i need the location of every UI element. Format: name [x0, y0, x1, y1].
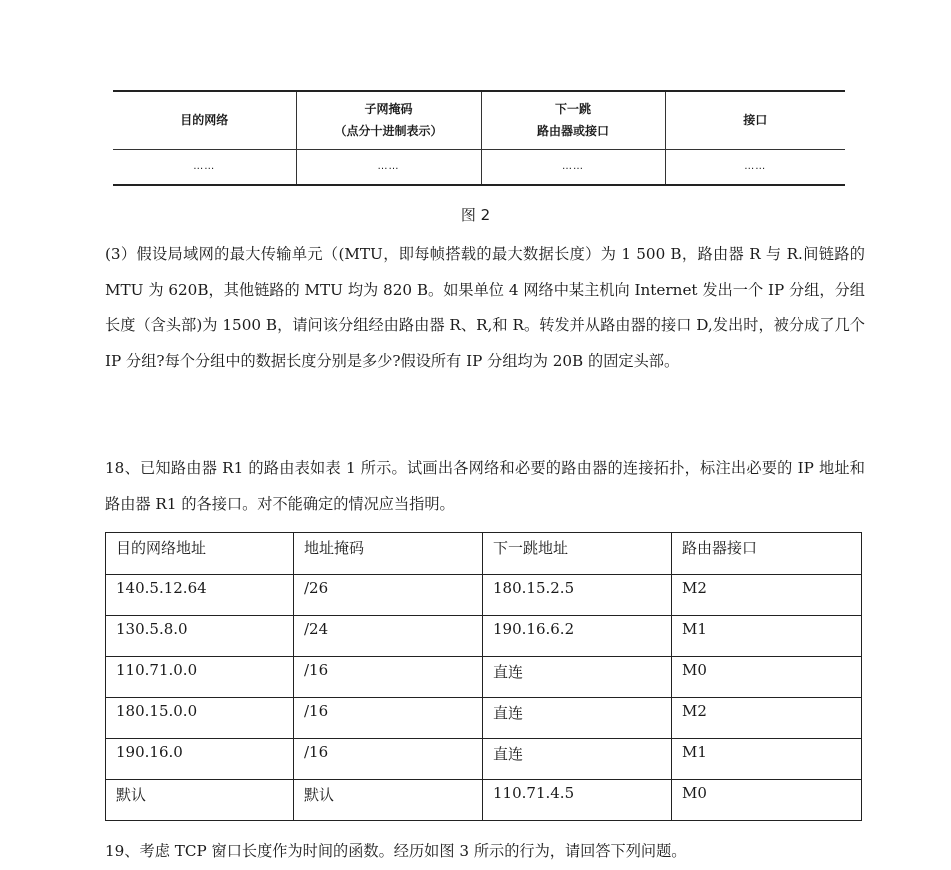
- table1-cell: /16: [294, 657, 483, 698]
- table1-cell: 110.71.4.5: [483, 780, 672, 821]
- table1-cell: 默认: [106, 780, 294, 821]
- table1-cell: M1: [672, 739, 862, 780]
- fig2-header-subnet-mask: 子网掩码 （点分十进制表示）: [296, 92, 481, 149]
- routing-table-1: [105, 532, 862, 821]
- table1-cell: /26: [294, 575, 483, 616]
- table-row: [106, 780, 862, 821]
- table1-cell: 180.15.0.0: [106, 698, 294, 739]
- table1-cell: /16: [294, 739, 483, 780]
- question-19-text: 19、考虑 TCP 窗口长度作为时间的函数。经历如图 3 所示的行为，请回答下列问题。: [105, 842, 687, 860]
- table1-header: 地址掩码: [294, 533, 483, 575]
- table-row: [106, 739, 862, 780]
- figure-2-caption: 图 2: [460, 206, 491, 224]
- table1-cell: /16: [294, 698, 483, 739]
- table1-header: 路由器接口: [672, 533, 862, 575]
- table1-cell: 默认: [294, 780, 483, 821]
- question-3-text: (3）假设局域网的最大传输单元（(MTU，即每帧搭载的最大数据长度）为 1 500 B，路由器 R 与 R.间链路的 MTU 为 620B，其他链路的 MTU 均为 820 B。如果单位 4 网络中某主机向 Internet 发出一个 IP 分组，分组长度（含头部)为 1500 B，请问该分组经由路由器 R、R,和 R。转发并从路由器的接口 D,发出时，被分成了几个 IP 分组?每个分组中的数据长度分别是多少?假设所有 IP 分组均为 20B 的固定头部。: [105, 245, 865, 370]
- table1-cell: M0: [672, 657, 862, 698]
- table1-cell: M0: [672, 780, 862, 821]
- fig2-cell: ……: [296, 149, 481, 184]
- table1-cell: M1: [672, 616, 862, 657]
- table-row: [106, 575, 862, 616]
- fig2-header-next-hop: 下一跳 路由器或接口: [481, 92, 665, 149]
- figure-2-table: [113, 90, 845, 186]
- table1-cell: 直连: [483, 657, 672, 698]
- fig2-header-destination: 目的网络: [113, 92, 296, 149]
- table1-cell: 140.5.12.64: [106, 575, 294, 616]
- question-18-text: 18、已知路由器 R1 的路由表如表 1 所示。试画出各网络和必要的路由器的连接拓扑，标注出必要的 IP 地址和路由器 R1 的各接口。对不能确定的情况应当指明。: [105, 459, 865, 513]
- fig2-header-interface: 接口: [665, 92, 845, 149]
- table1-cell: 180.15.2.5: [483, 575, 672, 616]
- table1-cell: 110.71.0.0: [106, 657, 294, 698]
- table-row: [106, 616, 862, 657]
- fig2-cell: ……: [665, 149, 845, 184]
- table1-cell: 直连: [483, 698, 672, 739]
- table1-header: 目的网络地址: [106, 533, 294, 575]
- table1-cell: 190.16.6.2: [483, 616, 672, 657]
- fig2-cell: ……: [193, 161, 216, 173]
- table1-cell: /24: [294, 616, 483, 657]
- table-row: [106, 657, 862, 698]
- fig2-cell: ……: [481, 149, 665, 184]
- table-row: [106, 698, 862, 739]
- table1-cell: M2: [672, 698, 862, 739]
- table1-cell: 190.16.0: [106, 739, 294, 780]
- table1-cell: M2: [672, 575, 862, 616]
- table1-header: 下一跳地址: [483, 533, 672, 575]
- table1-cell: 直连: [483, 739, 672, 780]
- table1-cell: 130.5.8.0: [106, 616, 294, 657]
